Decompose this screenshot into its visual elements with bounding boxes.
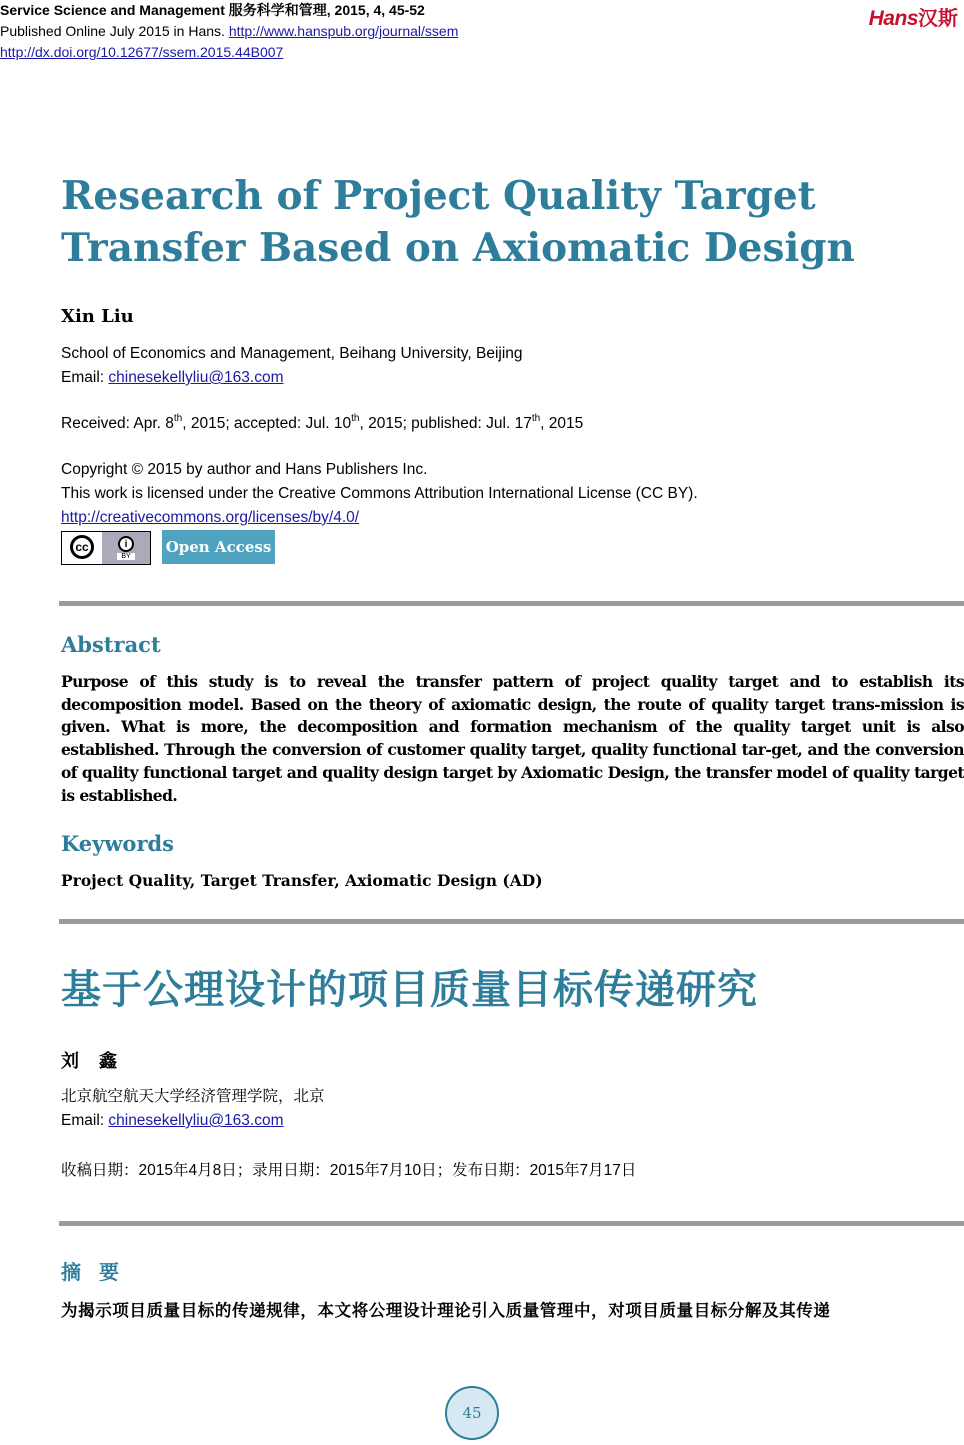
license-link[interactable]: http://creativecommons.org/licenses/by/4.0/ [61,509,360,526]
journal-name: Service Science and Management 服务科学和管理, 2015, 4, 45-52 [0,2,425,18]
cc-icon: cc [70,535,94,559]
published-date: , 2015; published: Jul. 17 [359,415,532,432]
abstract-text: Purpose of this study is to reveal the transfer pattern of project quality target and to establish its decomposition model. Based on the theory of axiomatic design, the route of quality target trans-mission is given. What is more, the decomposition and formation mechanism of the quality target unit is also established. Through the conversion of customer quality target, quality functional tar-get, and the conversion of quality functional target and quality design target by Axiomatic Design, the transfer model of quality target is established. [61,672,964,805]
license-line: This work is licensed under the Creative Commons Attribution International License (CC BY). [61,485,698,502]
page-number: 45 [445,1386,499,1440]
cn-abstract-heading: 摘要 [61,1260,137,1284]
cn-author-name: 刘鑫 [61,1051,137,1072]
by-label: BY [117,553,134,560]
year-tail: , 2015 [540,415,584,432]
attribution-icon: i [118,536,134,552]
logo-cn: 汉斯 [918,6,958,30]
cn-abstract-text: 为揭示项目质量目标的传递规律，本文将公理设计理论引入质量管理中，对项目质量目标分解及其传递 [61,1301,831,1320]
email-line [61,366,523,390]
published-prefix: Published Online July 2015 in Hans. [0,23,229,39]
section-divider [59,1221,964,1226]
cn-dates: 收稿日期：2015年4月8日；录用日期：2015年7月10日；发布日期：2015年7月17日 [61,1162,637,1179]
received-date: Received: Apr. 8 [61,415,174,432]
copyright-line: Copyright © 2015 by author and Hans Publishers Inc. [61,461,428,478]
journal-header [0,0,458,63]
author-name: Xin Liu [61,306,134,327]
cn-affiliation-block [61,1085,325,1133]
email-label: Email: [61,369,109,386]
copyright-block [61,458,698,530]
section-divider [59,919,964,924]
paper-title: Research of Project Quality Target Transfer Based on Axiomatic Design [61,173,855,271]
journal-link[interactable]: http://www.hanspub.org/journal/ssem [228,23,459,39]
cc-by-badge[interactable] [61,531,151,565]
ordinal-suffix: th [531,413,541,424]
email-link[interactable]: chinesekellyliu@163.com [108,369,284,386]
abstract-heading: Abstract [61,632,161,657]
cn-email-line [61,1109,325,1133]
keywords-heading: Keywords [61,831,175,856]
cn-affiliation: 北京航空航天大学经济管理学院，北京 [61,1088,325,1105]
publisher-logo [869,2,958,31]
logo-latin: Hans [868,7,918,30]
affiliation: School of Economics and Management, Beihang University, Beijing [61,345,523,362]
cn-paper-title: 基于公理设计的项目质量目标传递研究 [61,967,758,1013]
keywords-text: Project Quality, Target Transfer, Axiomatic Design (AD) [61,871,543,890]
cn-email-link[interactable]: chinesekellyliu@163.com [108,1112,284,1129]
open-access-badge: Open Access [162,530,275,564]
section-divider [59,601,964,606]
published-line [0,21,458,42]
affiliation-block [61,342,523,390]
doi-link[interactable]: http://dx.doi.org/10.12677/ssem.2015.44B007 [0,44,284,60]
received-dates [61,412,583,436]
email-label: Email: [61,1112,109,1129]
ordinal-suffix: th [351,413,360,424]
accepted-date: , 2015; accepted: Jul. 10 [182,415,352,432]
ordinal-suffix: th [173,413,183,424]
